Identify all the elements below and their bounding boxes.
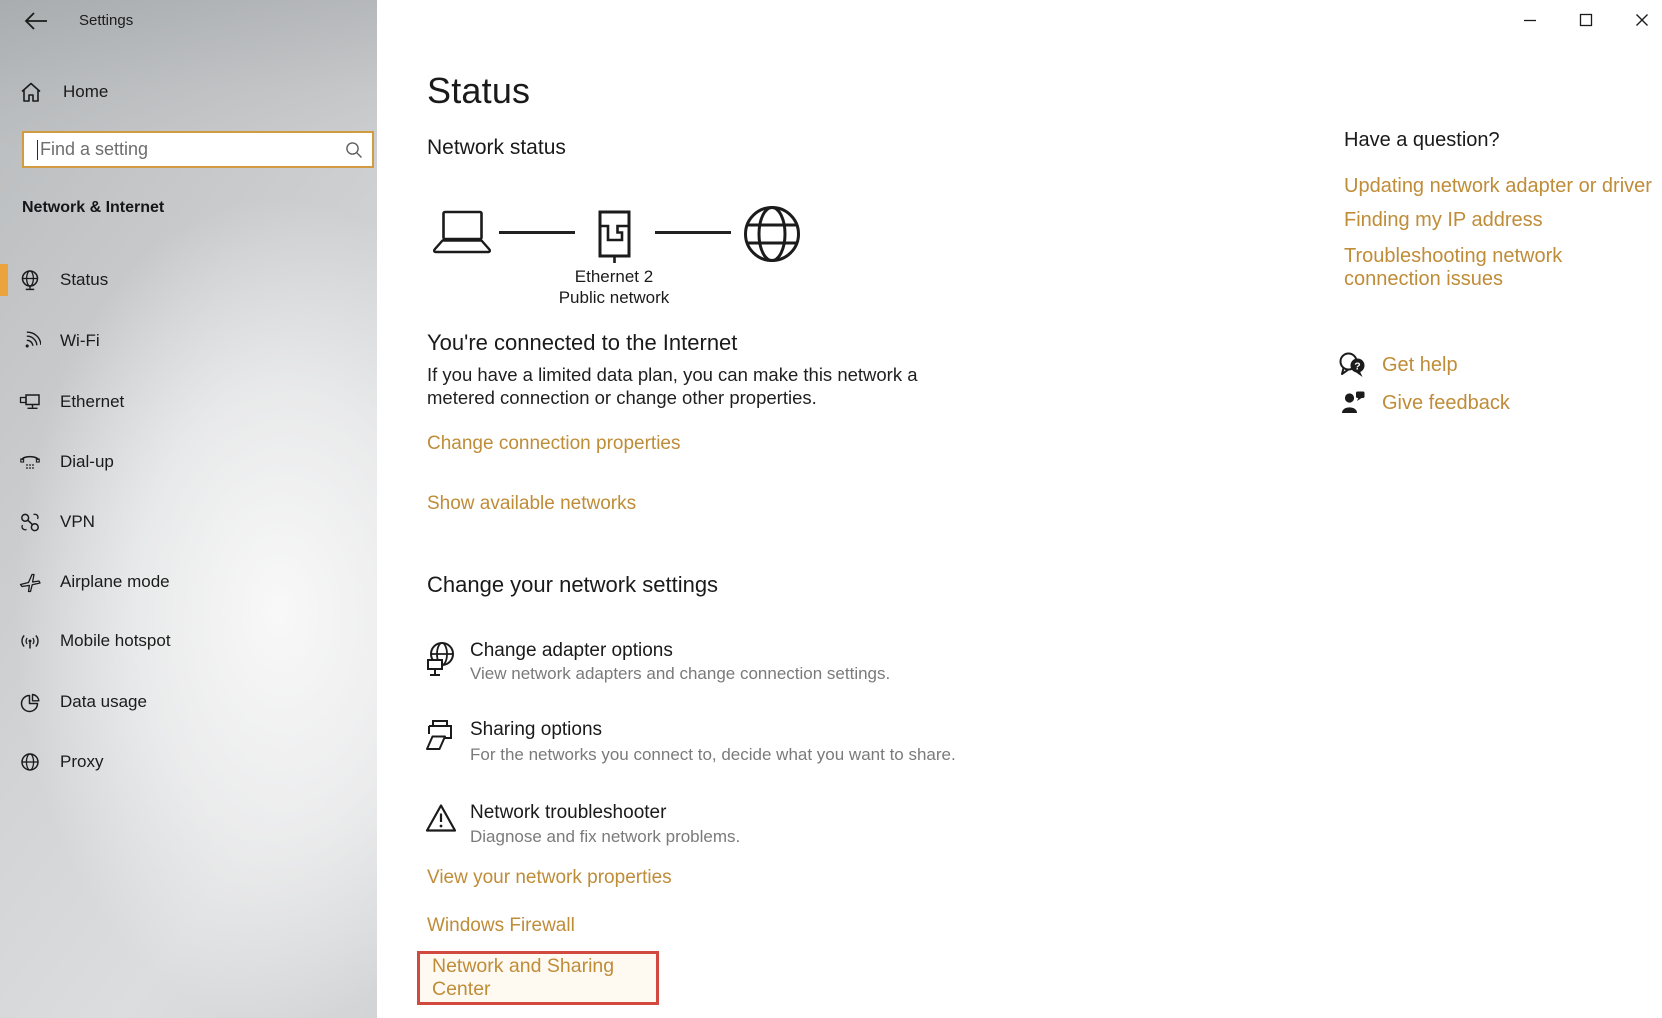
back-arrow-icon — [24, 12, 48, 30]
network-and-sharing-center-link[interactable]: Network and Sharing Center — [432, 955, 615, 1000]
get-help-link[interactable]: Get help — [1382, 354, 1458, 376]
close-icon — [1635, 13, 1649, 27]
search-input[interactable] — [24, 133, 372, 166]
have-a-question-heading: Have a question? — [1344, 129, 1500, 151]
sidebar-item-vpn[interactable] — [0, 502, 377, 542]
network-troubleshooter-item[interactable]: Network troubleshooter — [470, 802, 667, 823]
change-adapter-options-description: View network adapters and change connection settings. — [470, 664, 891, 683]
back-button[interactable] — [14, 6, 58, 36]
search-icon[interactable] — [345, 141, 363, 159]
sidebar-section-title: Network & Internet — [22, 199, 165, 216]
maximize-button[interactable] — [1563, 0, 1609, 40]
sidebar-item-label: Dial-up — [60, 452, 114, 471]
give-feedback-person-icon — [1340, 390, 1366, 414]
sidebar-item-label: Status — [60, 270, 109, 289]
page-title: Status — [427, 70, 531, 111]
sidebar-item-label: Data usage — [60, 692, 147, 711]
ethernet-icon — [19, 391, 41, 413]
app-title: Settings — [79, 12, 134, 29]
sidebar-item-home[interactable] — [14, 72, 354, 112]
wifi-icon — [19, 330, 41, 352]
give-feedback-link[interactable]: Give feedback — [1382, 392, 1510, 414]
network-adapter-globe-icon — [425, 641, 457, 678]
connection-state-description: If you have a limited data plan, you can make this network a metered connection or change other properties. — [427, 364, 918, 408]
show-available-networks-link[interactable]: Show available networks — [427, 493, 637, 514]
sharing-options-item[interactable]: Sharing options — [470, 719, 603, 740]
sidebar-item-ethernet[interactable] — [0, 382, 377, 422]
svg-text:?: ? — [1354, 360, 1361, 373]
globe-status-icon — [19, 269, 41, 291]
troubleshooting-network-link[interactable]: Troubleshooting network connection issues — [1344, 245, 1563, 290]
sidebar-item-mobile-hotspot[interactable] — [0, 621, 377, 661]
sidebar-home-label: Home — [63, 82, 109, 101]
sidebar-item-data-usage[interactable] — [0, 682, 377, 722]
close-button[interactable] — [1619, 0, 1662, 40]
diagram-connector-line — [499, 231, 575, 234]
vpn-icon — [19, 511, 41, 533]
sidebar-item-label: Proxy — [60, 752, 104, 771]
get-help-bubbles-icon — [1338, 351, 1368, 379]
search-box — [22, 131, 374, 168]
dialup-phone-icon — [19, 451, 41, 473]
sidebar-item-proxy[interactable] — [0, 742, 377, 782]
minimize-icon — [1523, 13, 1537, 27]
sidebar-item-airplane-mode[interactable] — [0, 562, 377, 602]
sidebar-item-dialup[interactable] — [0, 442, 377, 482]
change-adapter-options-item[interactable]: Change adapter options — [470, 640, 673, 661]
sidebar-item-label: Ethernet — [60, 392, 125, 411]
sidebar-item-label: Wi-Fi — [60, 331, 100, 350]
diagram-connector-line — [655, 231, 731, 234]
internet-globe-icon — [742, 204, 802, 264]
sidebar-item-status[interactable] — [0, 260, 377, 300]
change-network-settings-heading: Change your network settings — [427, 572, 719, 597]
ethernet-connector-icon — [598, 210, 631, 264]
sharing-options-description: For the networks you connect to, decide what you want to share. — [470, 745, 956, 764]
change-connection-properties-link[interactable]: Change connection properties — [427, 433, 681, 454]
updating-network-adapter-link[interactable]: Updating network adapter or driver — [1344, 175, 1652, 197]
sidebar-item-label: Airplane mode — [60, 572, 170, 591]
connection-name: Ethernet 2 — [574, 267, 654, 286]
sidebar-item-label: VPN — [60, 512, 95, 531]
warning-triangle-icon — [425, 803, 457, 833]
data-usage-pie-icon — [19, 691, 41, 713]
sharing-options-icon — [425, 718, 457, 754]
proxy-globe-icon — [19, 751, 41, 773]
finding-my-ip-address-link[interactable]: Finding my IP address — [1344, 209, 1543, 231]
network-status-heading: Network status — [427, 136, 566, 159]
sidebar — [0, 0, 377, 1018]
sidebar-item-label: Mobile hotspot — [60, 631, 171, 650]
home-icon — [20, 82, 42, 102]
connection-type: Public network — [558, 288, 670, 307]
sidebar-item-wifi[interactable] — [0, 321, 377, 361]
red-highlight-box — [417, 951, 659, 1005]
connection-state-heading: You're connected to the Internet — [427, 330, 738, 355]
airplane-icon — [19, 571, 41, 593]
minimize-button[interactable] — [1507, 0, 1553, 40]
laptop-icon — [433, 210, 491, 254]
mobile-hotspot-icon — [19, 630, 41, 652]
windows-firewall-link[interactable]: Windows Firewall — [427, 915, 575, 936]
selected-accent-bar — [0, 264, 8, 296]
view-network-properties-link[interactable]: View your network properties — [427, 867, 672, 888]
maximize-icon — [1579, 13, 1593, 27]
network-troubleshooter-description: Diagnose and fix network problems. — [470, 827, 741, 846]
